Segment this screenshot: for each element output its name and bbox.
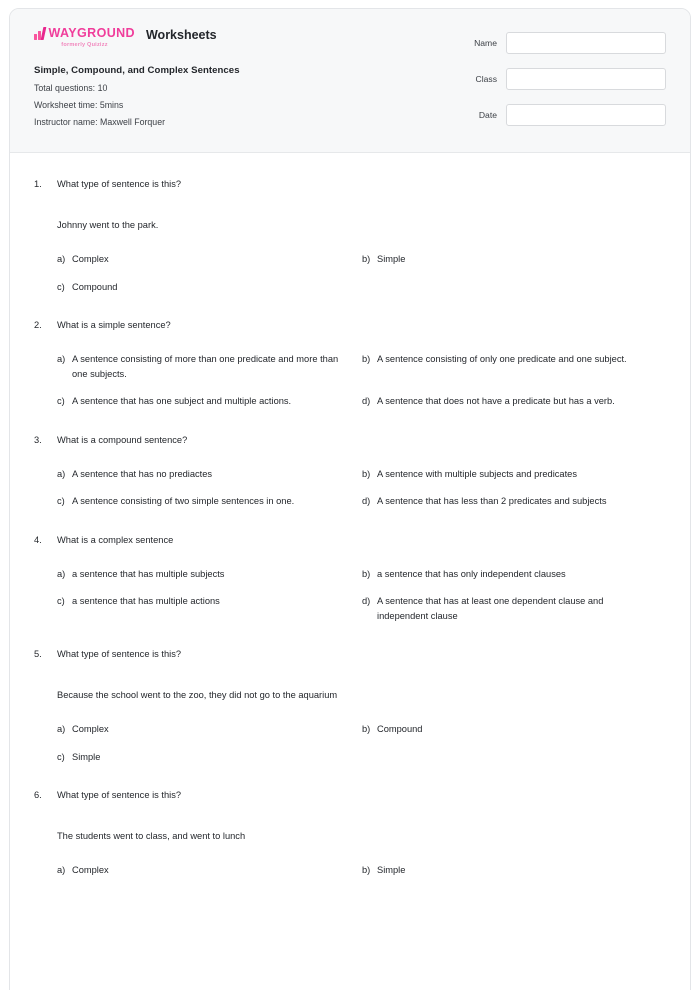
option-letter: c) <box>57 596 65 606</box>
option-text: Complex <box>72 254 109 264</box>
header-left <box>34 25 240 128</box>
questions-list <box>10 153 690 932</box>
question-text: What is a compound sentence? <box>57 434 188 445</box>
option-text: A sentence consisting of more than one predicate and more than one subjects. <box>72 354 339 379</box>
option-letter: a) <box>57 865 66 875</box>
option-text: Simple <box>72 751 101 762</box>
answer-option[interactable] <box>57 252 362 267</box>
date-label: Date <box>478 110 497 120</box>
answer-option[interactable] <box>362 594 666 623</box>
class-input[interactable] <box>506 68 666 90</box>
question-text: What type of sentence is this? <box>57 790 182 800</box>
option-letter: c) <box>57 281 65 292</box>
option-text: A sentence consisting of two simple sentences in one. <box>72 496 295 506</box>
question-head <box>34 533 666 547</box>
wayground-logo <box>34 27 135 48</box>
options-grid <box>57 352 666 409</box>
question-item <box>34 533 666 624</box>
question-number: 5. <box>34 649 42 659</box>
question-prompt: Because the school went to the zoo, they did not go to the aquarium <box>57 690 338 700</box>
question-head <box>34 433 666 447</box>
option-letter: a) <box>57 568 66 579</box>
answer-option[interactable] <box>362 722 666 737</box>
answer-option[interactable] <box>362 494 666 509</box>
option-text: A sentence that has at least one dependent clause and independent clause <box>377 596 604 621</box>
question-item <box>34 318 666 409</box>
answer-option[interactable] <box>57 863 362 878</box>
answer-option[interactable] <box>362 863 666 878</box>
options-grid <box>57 722 666 764</box>
question-text: What is a simple sentence? <box>57 320 171 330</box>
question-item <box>34 788 666 878</box>
option-text: Simple <box>377 254 406 264</box>
answer-option[interactable] <box>362 567 666 582</box>
answer-option[interactable] <box>362 352 666 381</box>
question-head <box>34 318 666 332</box>
option-letter: a) <box>57 724 66 734</box>
name-input[interactable] <box>506 32 666 54</box>
worksheet-title: Simple, Compound, and Complex Sentences <box>34 65 240 76</box>
question-prompt: The students went to class, and went to lunch <box>57 831 246 841</box>
option-letter: a) <box>57 254 66 264</box>
question-number: 6. <box>34 790 42 800</box>
name-field-row <box>396 32 666 54</box>
answer-option[interactable] <box>57 467 362 482</box>
question-item <box>34 647 666 764</box>
question-number: 1. <box>34 179 42 189</box>
option-text: a sentence that has multiple actions <box>72 596 220 606</box>
question-text: What is a complex sentence <box>57 534 174 545</box>
class-field-row <box>396 68 666 90</box>
name-label: Name <box>474 38 497 48</box>
option-letter: c) <box>57 496 65 506</box>
student-fields <box>396 25 666 126</box>
option-letter: d) <box>362 496 371 506</box>
options-grid <box>57 467 666 509</box>
option-letter: b) <box>362 254 371 264</box>
answer-option[interactable] <box>362 394 666 409</box>
option-text: Compound <box>72 281 118 292</box>
option-text: A sentence that does not have a predicate but has a verb. <box>377 396 615 406</box>
option-text: A sentence consisting of only one predicate and one subject. <box>377 354 627 364</box>
answer-option[interactable] <box>57 494 362 509</box>
answer-option[interactable] <box>57 567 362 582</box>
option-letter: b) <box>362 724 371 734</box>
option-letter: b) <box>362 468 371 479</box>
question-item <box>34 177 666 294</box>
worksheet-meta <box>34 65 240 128</box>
option-text: A sentence with multiple subjects and predicates <box>377 468 577 479</box>
option-text: Complex <box>72 724 109 734</box>
option-text: A sentence that has one subject and multiple actions. <box>72 396 292 406</box>
option-letter: a) <box>57 468 66 479</box>
logo-main <box>34 27 135 40</box>
option-text: a sentence that has multiple subjects <box>72 568 225 579</box>
answer-option[interactable] <box>57 352 362 381</box>
answer-option[interactable] <box>57 750 362 765</box>
total-questions: Total questions: 10 <box>34 83 108 93</box>
worksheet-header <box>10 9 690 153</box>
wayground-bars-icon <box>34 27 45 40</box>
answer-option[interactable] <box>362 467 666 482</box>
option-text: Compound <box>377 724 423 734</box>
worksheet-time: Worksheet time: 5mins <box>34 100 124 110</box>
answer-option[interactable] <box>57 280 362 295</box>
option-text: Complex <box>72 865 109 875</box>
question-item <box>34 433 666 509</box>
question-prompt: Johnny went to the park. <box>57 220 159 230</box>
option-letter: c) <box>57 396 65 406</box>
date-input[interactable] <box>506 104 666 126</box>
answer-option[interactable] <box>57 394 362 409</box>
options-grid <box>57 567 666 624</box>
answer-option[interactable] <box>57 722 362 737</box>
question-head <box>34 788 666 802</box>
option-letter: b) <box>362 354 371 364</box>
logo-subtitle: formerly Quizizz <box>61 42 108 48</box>
option-text: Simple <box>377 865 406 875</box>
date-field-row <box>396 104 666 126</box>
question-text: What type of sentence is this? <box>57 649 182 659</box>
question-head <box>34 647 666 661</box>
question-head <box>34 177 666 191</box>
option-letter: b) <box>362 865 371 875</box>
worksheet-sheet <box>9 8 691 990</box>
option-text: A sentence that has less than 2 predicates and subjects <box>377 496 607 506</box>
question-number: 4. <box>34 534 42 545</box>
question-text: What type of sentence is this? <box>57 179 182 189</box>
option-text: A sentence that has no prediactes <box>72 468 213 479</box>
brand-row <box>34 27 240 48</box>
option-text: a sentence that has only independent clauses <box>377 568 566 579</box>
answer-option[interactable] <box>362 252 666 267</box>
options-grid <box>57 252 666 294</box>
class-label: Class <box>475 74 497 84</box>
option-letter: b) <box>362 568 371 579</box>
option-letter: a) <box>57 354 66 364</box>
options-grid <box>57 863 666 878</box>
question-number: 3. <box>34 434 42 445</box>
logo-wordmark: WAYGROUND <box>48 26 135 40</box>
option-letter: d) <box>362 596 371 606</box>
worksheets-label: Worksheets <box>145 28 217 42</box>
instructor-name: Instructor name: Maxwell Forquer <box>34 117 166 127</box>
question-number: 2. <box>34 320 42 330</box>
option-letter: d) <box>362 396 371 406</box>
answer-option[interactable] <box>57 594 362 623</box>
option-letter: c) <box>57 751 65 762</box>
